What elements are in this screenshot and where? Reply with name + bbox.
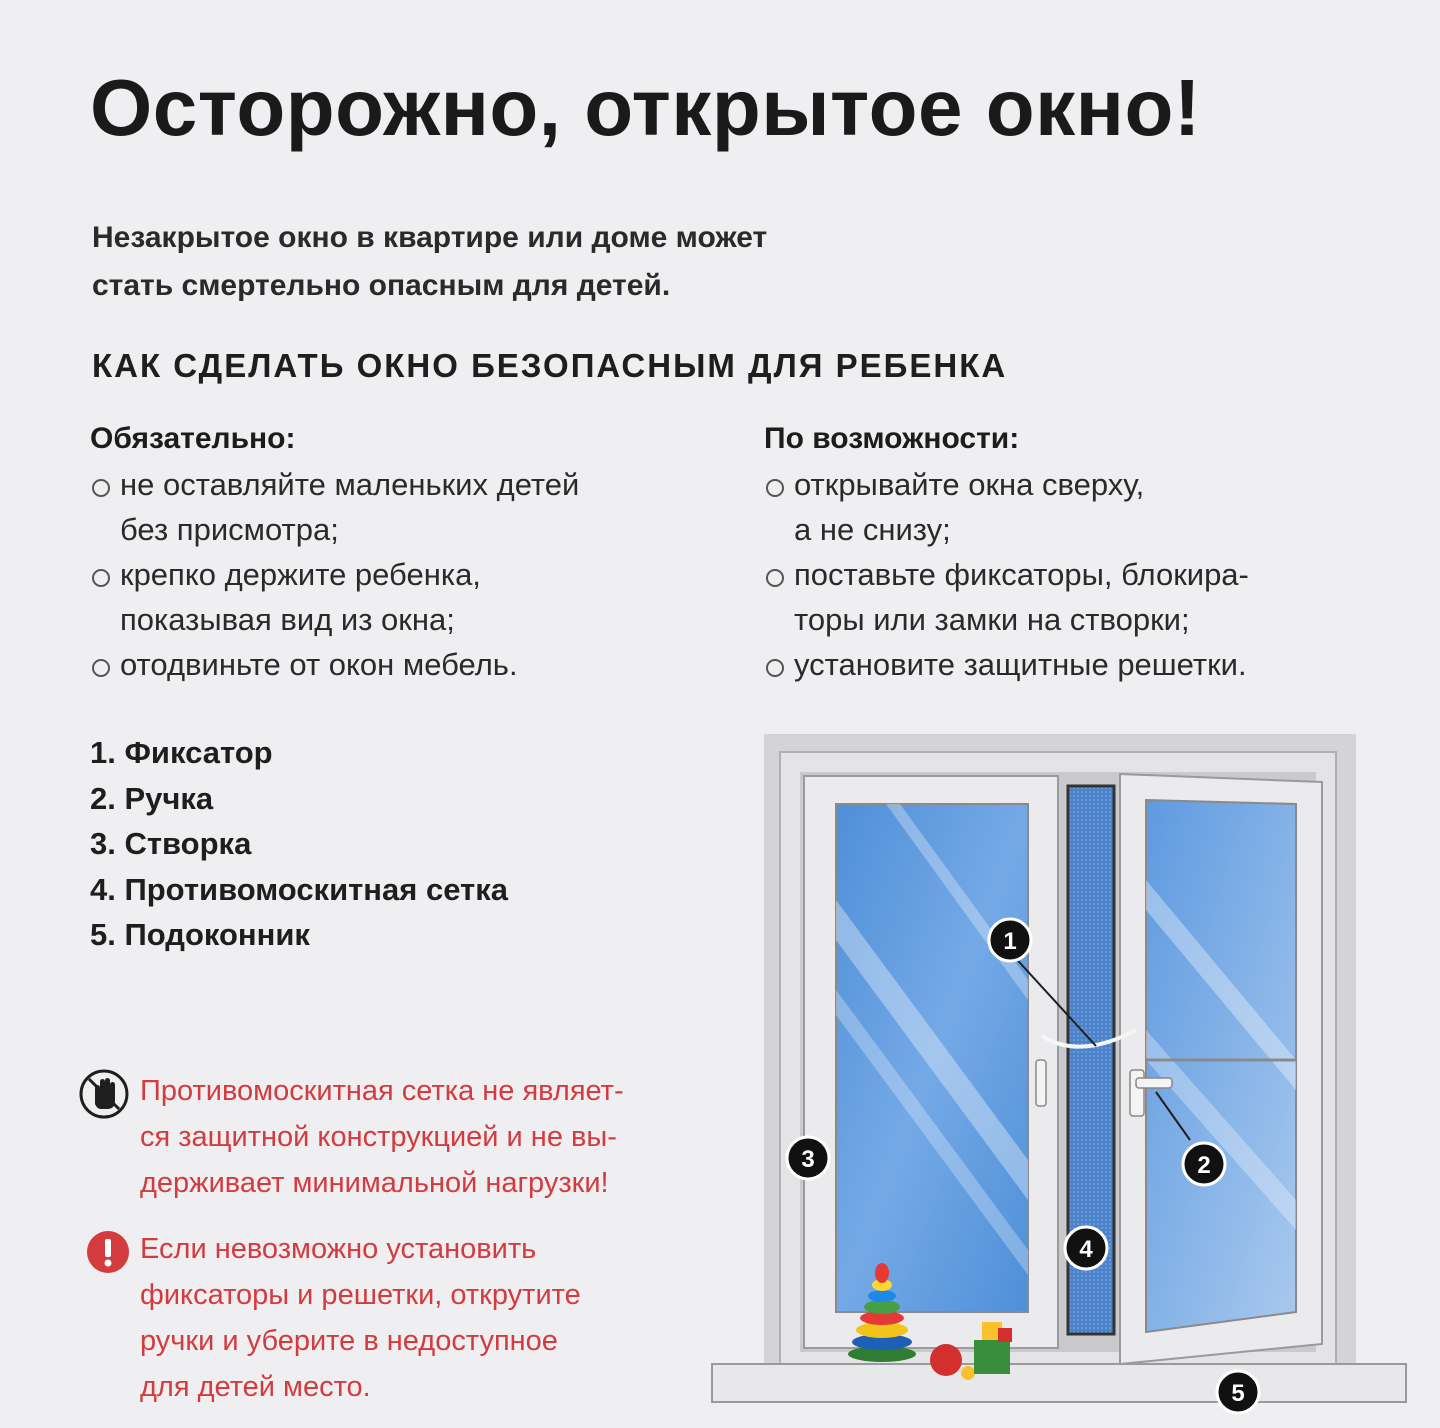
marker-label: 4 (1079, 1236, 1093, 1263)
marker-label: 2 (1197, 1152, 1211, 1179)
marker-label: 1 (1003, 928, 1017, 955)
list-item (764, 642, 1384, 687)
legend-item: 4. Противомоскитная сетка (90, 871, 508, 907)
marker-label: 5 (1231, 1380, 1245, 1407)
warning-text (140, 1226, 698, 1410)
windowsill (712, 1364, 1406, 1402)
legend-item: 1. Фиксатор (90, 735, 273, 770)
warning-line: ручки и уберите в недоступное (140, 1325, 558, 1357)
mosquito-net-warning (78, 1068, 698, 1206)
list-item (90, 552, 710, 642)
marker-label: 3 (801, 1146, 815, 1173)
legend-item: 5. Подоконник (90, 917, 310, 952)
marker-4 (1065, 1227, 1107, 1269)
window-illustration (700, 730, 1420, 1420)
list-item (90, 642, 710, 687)
warning-line: фиксаторы и решетки, открутите (140, 1279, 581, 1311)
intro-line: Незакрытое окно в квартире или доме может (92, 221, 768, 254)
list-item-line: торы или замки на створки; (794, 602, 1190, 637)
parts-legend (90, 730, 508, 958)
optional-title: По возможности: (764, 422, 1020, 455)
list-item-line: а не снизу; (794, 512, 951, 547)
marker-5 (1217, 1371, 1259, 1413)
right-sash (1120, 774, 1322, 1364)
mandatory-column (90, 416, 710, 687)
legend-item: 2. Ручка (90, 780, 214, 816)
optional-list (764, 462, 1384, 687)
marker-3 (787, 1137, 829, 1179)
list-item-line: без присмотра; (120, 512, 339, 547)
optional-column (764, 416, 1384, 687)
mandatory-title: Обязательно: (90, 422, 296, 455)
toy-ball-small (961, 1366, 975, 1380)
warning-line: Противомоскитная сетка не являет- (140, 1075, 624, 1107)
warning-line: держивает минимальной нагрузки! (140, 1167, 609, 1199)
warning-text (140, 1068, 698, 1206)
section-heading: КАК СДЕЛАТЬ ОКНО БЕЗОПАСНЫМ ДЛЯ РЕБЕНКА (92, 347, 1008, 384)
list-item-line: показывая вид из окна; (120, 602, 455, 637)
left-sash (804, 776, 1058, 1348)
list-item-line: открывайте окна сверху, (794, 467, 1145, 502)
list-item-line: не оставляйте маленьких детей (120, 467, 580, 502)
exclamation-icon (84, 1228, 136, 1280)
list-item-line: отодвиньте от окон мебель. (120, 647, 518, 682)
warning-line: ся защитной конструкцией и не вы- (140, 1121, 617, 1153)
list-item-line: установите защитные решетки. (794, 647, 1247, 682)
list-item (90, 462, 710, 552)
legend-item: 3. Створка (90, 826, 252, 861)
intro-text (92, 214, 912, 310)
remove-handles-warning (78, 1226, 698, 1410)
list-item-line: крепко держите ребенка, (120, 557, 481, 592)
toy-ball (930, 1344, 962, 1376)
marker-2 (1183, 1143, 1225, 1185)
list-item (764, 462, 1384, 552)
warning-line: Если невозможно установить (140, 1233, 537, 1265)
list-item-line: поставьте фиксаторы, блокира- (794, 557, 1249, 592)
intro-line: стать смертельно опасным для детей. (92, 269, 671, 302)
list-item (764, 552, 1384, 642)
mandatory-list (90, 462, 710, 687)
page-title: Осторожно, открытое окно! (90, 63, 1201, 152)
warning-line: для детей место. (140, 1371, 371, 1403)
stop-hand-icon (78, 1068, 130, 1120)
marker-1 (989, 919, 1031, 961)
